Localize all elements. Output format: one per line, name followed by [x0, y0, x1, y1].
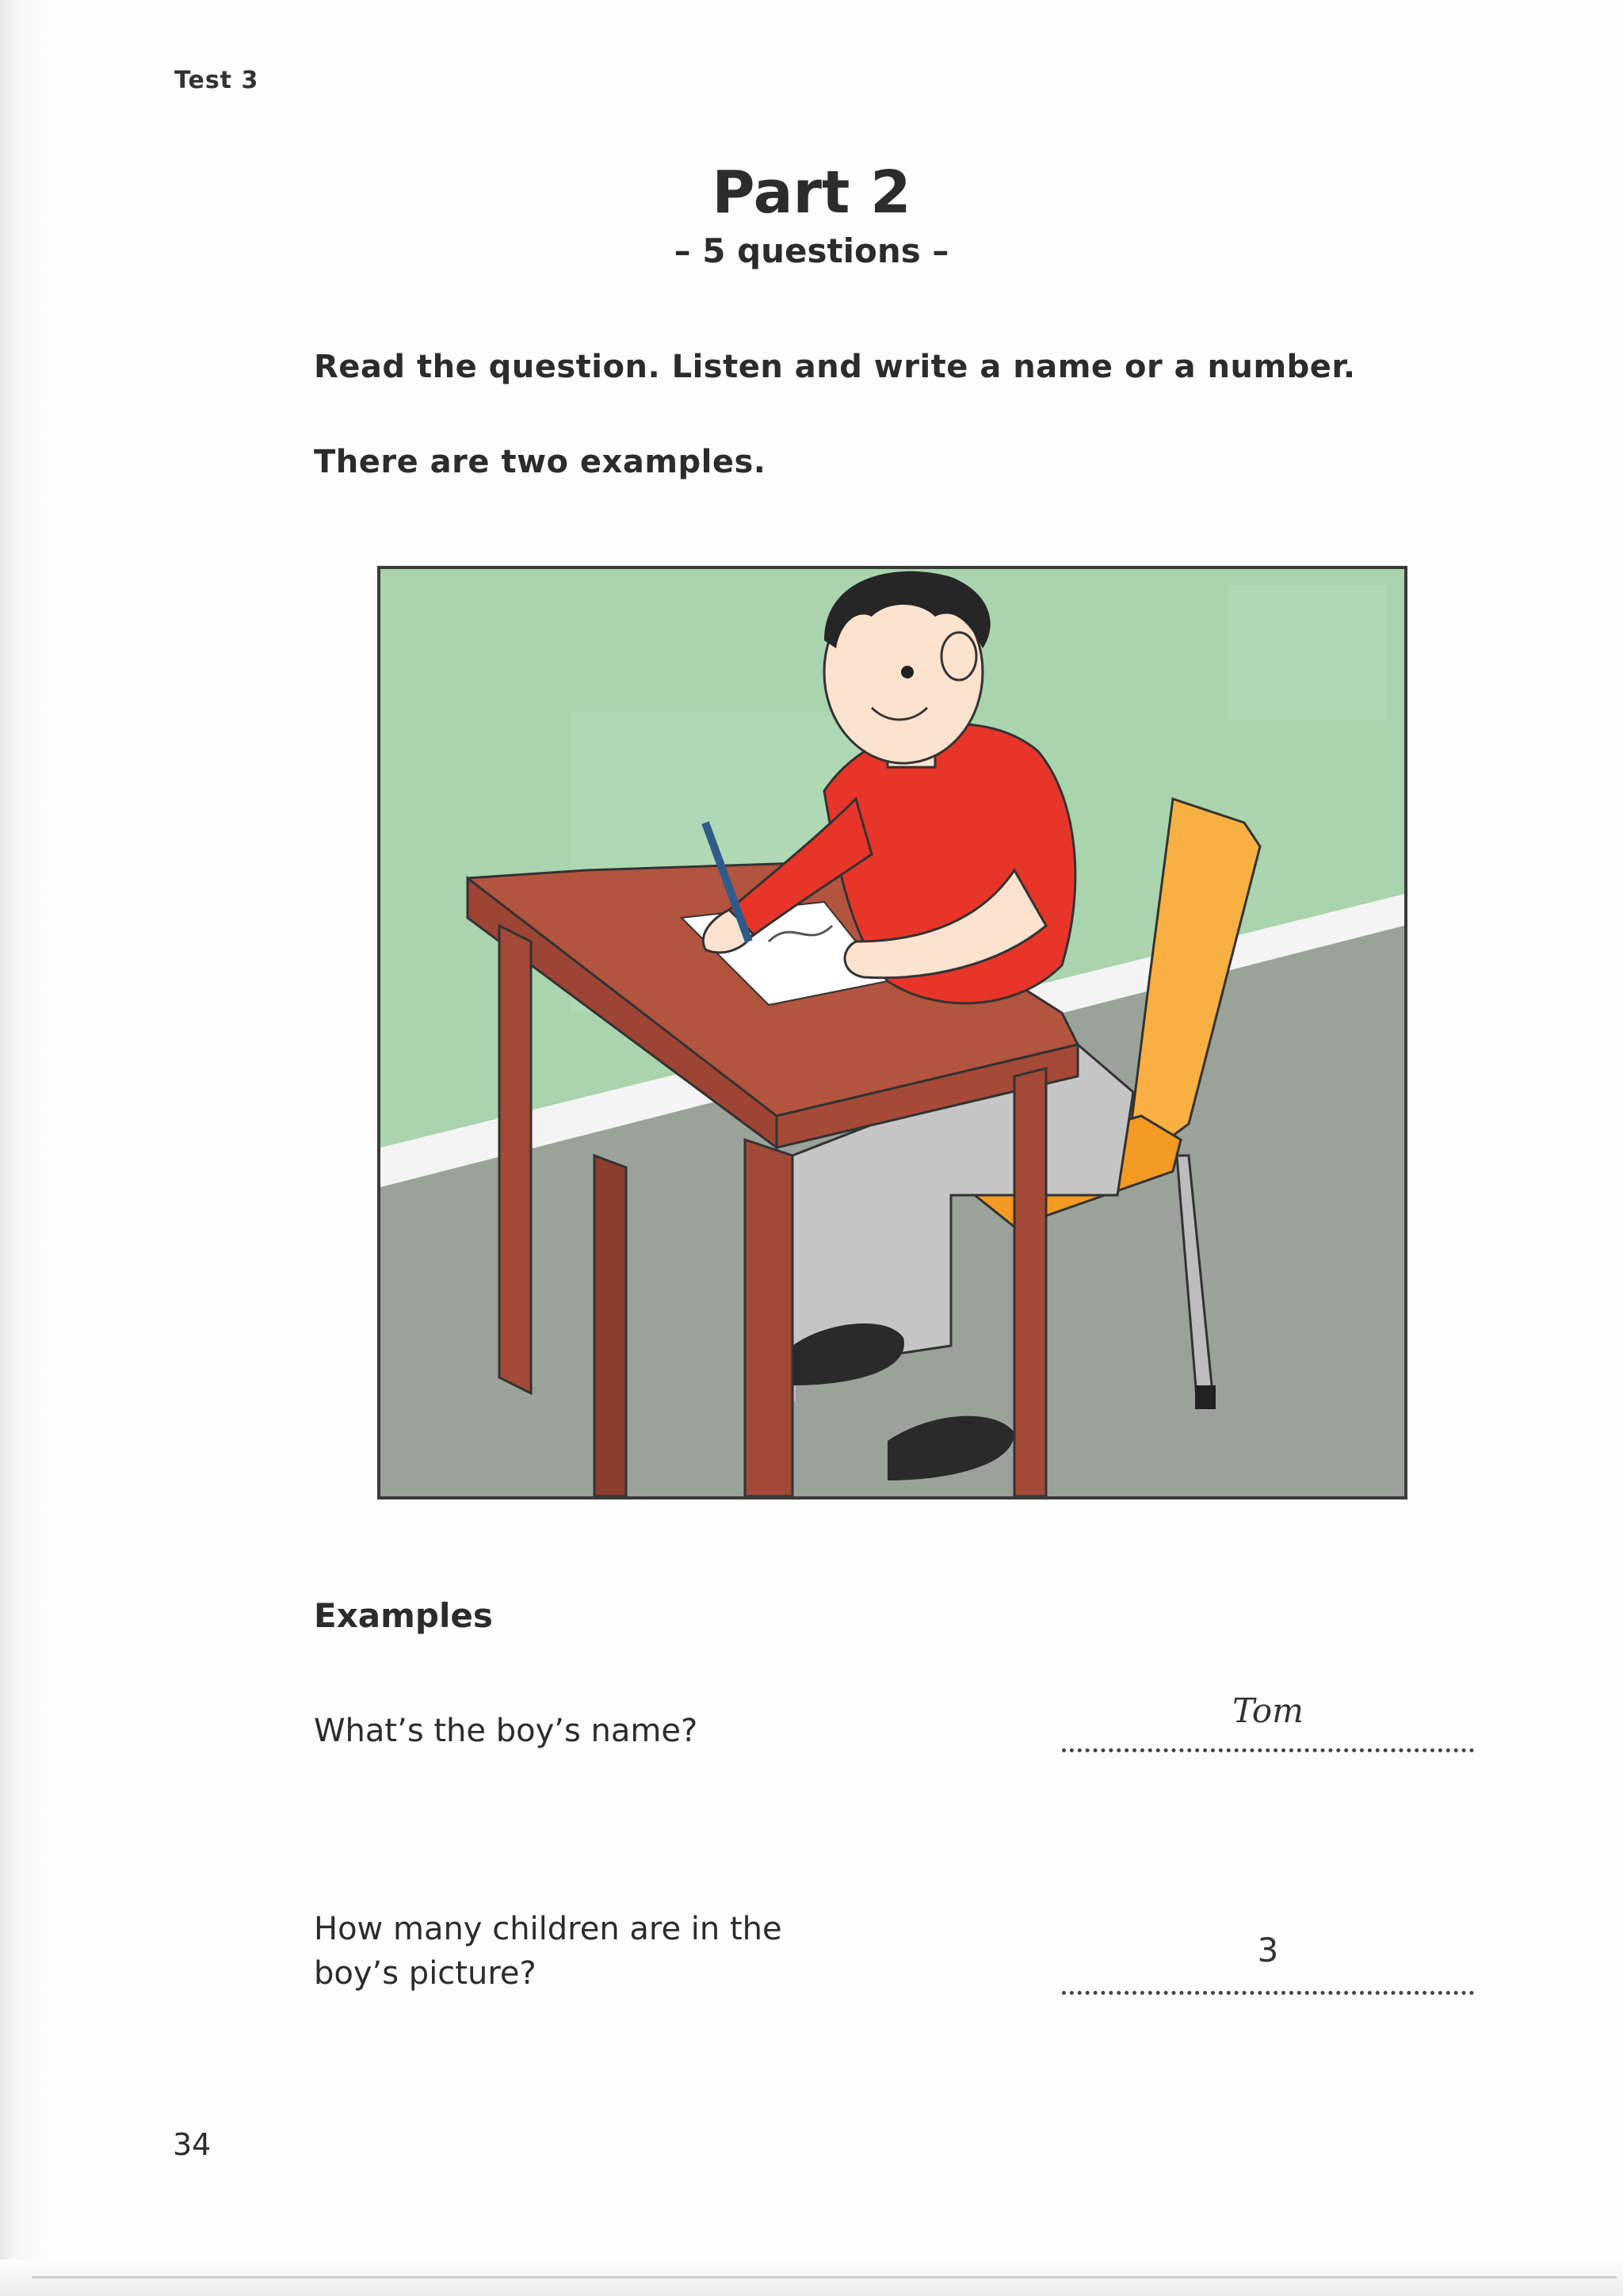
- chair-foot: [1195, 1385, 1216, 1409]
- examples-heading: Examples: [314, 1596, 493, 1635]
- page-number: 34: [173, 2127, 212, 2162]
- example-answer-1: Tom: [1232, 1691, 1304, 1730]
- answer-line-2: [1062, 1983, 1474, 1995]
- instruction-line-2: There are two examples.: [314, 444, 766, 480]
- part-title: Part 2: [712, 159, 911, 227]
- wall-poster-right: [1228, 585, 1387, 720]
- example-question-1: What’s the boy’s name?: [314, 1713, 698, 1749]
- book-edge-line: [32, 2276, 1617, 2279]
- desk-leg-back: [594, 1156, 626, 1496]
- example-answer-2: 3: [1257, 1931, 1279, 1969]
- running-head: Test 3: [174, 67, 259, 94]
- example-question-2: How many children are in the boy’s picture?: [314, 1911, 782, 1992]
- boy-writing-at-desk-illustration: [377, 566, 1407, 1499]
- eye: [901, 666, 914, 678]
- answer-line-1: [1062, 1740, 1474, 1752]
- desk-leg-front: [745, 1140, 792, 1496]
- desk-leg-left: [499, 926, 531, 1393]
- instruction-line-1: Read the question. Listen and write a name or a number.: [314, 349, 1356, 385]
- part-subtitle: – 5 questions –: [674, 231, 949, 270]
- desk-leg-right: [1014, 1068, 1046, 1496]
- book-edge-left: [0, 0, 48, 2296]
- ear: [941, 632, 976, 680]
